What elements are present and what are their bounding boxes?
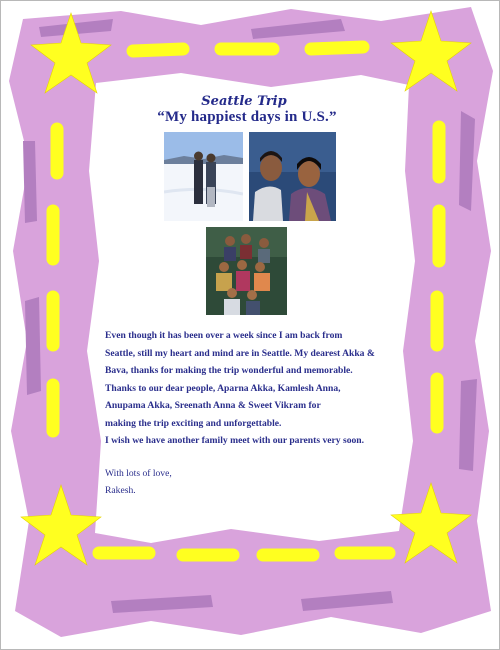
letter-body — [105, 327, 405, 500]
letter-line: Even though it has been over a week since I am back from — [105, 330, 343, 341]
trip-title: Seattle Trip — [201, 94, 287, 109]
letter-closing: With lots of love, — [105, 467, 172, 479]
dash-icon — [311, 47, 363, 49]
letter-line: Anupama Akka, Sreenath Anna & Sweet Vikram for — [105, 400, 321, 411]
letter-line: making the trip exciting and unforgettable. — [105, 417, 282, 429]
letter-line: I wish we have another family meet with our parents very soon. — [105, 435, 365, 446]
family-group-photo — [206, 227, 287, 315]
snow-photo — [164, 132, 243, 221]
letter-line: Thanks to our dear people, Aparna Akka, Kamlesh Anna, — [105, 382, 341, 394]
subtitle: “My happiest days in U.S.” — [157, 109, 337, 125]
dash-icon — [133, 49, 183, 51]
couple-photo — [249, 132, 336, 221]
letter-signature: Rakesh. — [105, 485, 136, 496]
letter-line: Seattle, still my heart and mind are in Seattle. My dearest Akka & — [105, 347, 375, 359]
letter-line: Bava, thanks for making the trip wonderful and memorable. — [105, 365, 353, 376]
